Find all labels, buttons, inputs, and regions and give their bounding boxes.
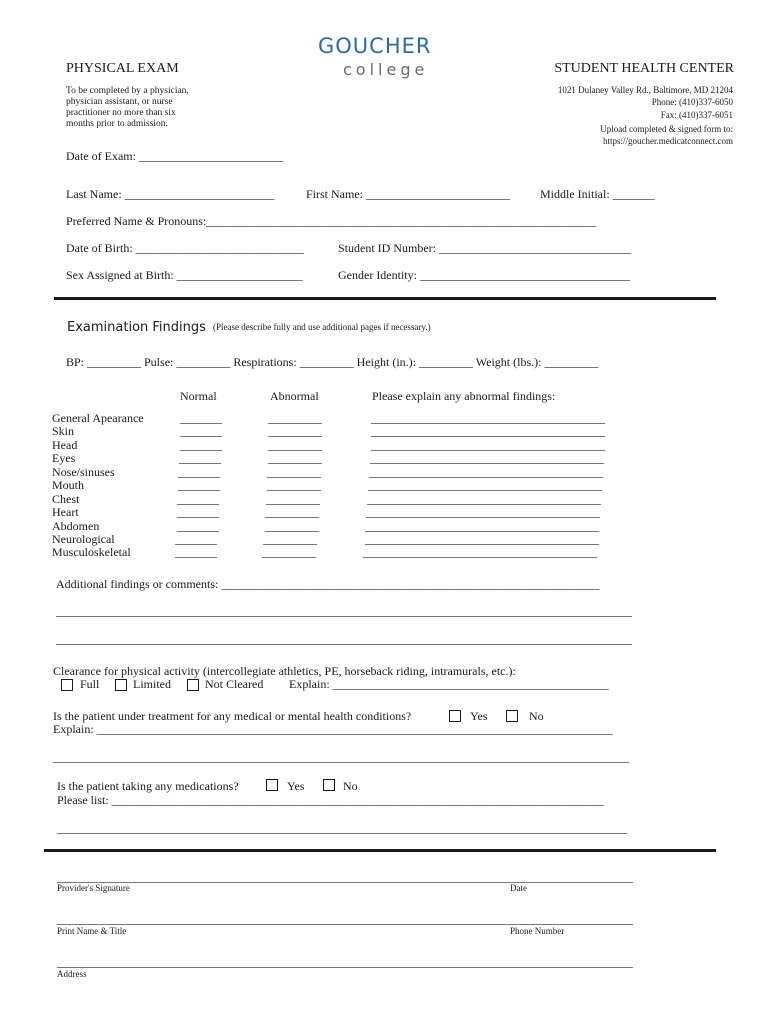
finding-explain-blank[interactable]: _______________________________________ bbox=[369, 465, 603, 479]
date-of-exam-field[interactable]: Date of Exam: ________________________ bbox=[66, 149, 283, 163]
finding-explain-blank[interactable]: _______________________________________ bbox=[363, 545, 597, 559]
clearance-limited-checkbox[interactable] bbox=[115, 679, 127, 691]
finding-normal-blank[interactable]: _______ bbox=[178, 478, 220, 492]
gender-identity-field[interactable]: Gender Identity: ___________________________________ bbox=[338, 268, 630, 282]
sex-assigned-field[interactable]: Sex Assigned at Birth: _____________________ bbox=[66, 268, 303, 282]
finding-label: Nose/sinuses bbox=[52, 465, 115, 479]
finding-normal-blank[interactable]: _______ bbox=[180, 438, 222, 452]
finding-normal-blank[interactable]: _______ bbox=[179, 451, 221, 465]
medications-list-field[interactable]: Please list: __________________________________________________________________________________ bbox=[57, 793, 604, 807]
finding-label: Heart bbox=[52, 505, 79, 519]
finding-abnormal-blank[interactable]: _________ bbox=[266, 492, 320, 506]
finding-explain-blank[interactable]: _______________________________________ bbox=[368, 478, 602, 492]
print-name-label: Print Name & Title bbox=[57, 926, 127, 936]
phone-number-label: Phone Number bbox=[510, 926, 565, 936]
finding-explain-blank[interactable]: _______________________________________ bbox=[371, 424, 605, 438]
finding-label: Head bbox=[52, 438, 78, 452]
finding-normal-blank[interactable]: _______ bbox=[177, 519, 219, 533]
upload-instruction: Upload completed & signed form to: bbox=[600, 124, 733, 134]
upload-url[interactable]: https://goucher.medicatconnect.com bbox=[603, 136, 733, 146]
finding-normal-blank[interactable]: _______ bbox=[175, 532, 217, 546]
exam-note: (Please describe fully and use additional pages if necessary.) bbox=[213, 322, 431, 332]
address-line-blank[interactable]: ________________________________________________________________________________________________ bbox=[57, 955, 633, 969]
section-divider bbox=[54, 297, 716, 300]
col-explain-header: Please explain any abnormal findings: bbox=[372, 389, 556, 403]
additional-findings-line[interactable]: ________________________________________________________________________________________________ bbox=[56, 604, 632, 618]
additional-findings-line[interactable]: ________________________________________________________________________________________________ bbox=[56, 632, 632, 646]
finding-label: Mouth bbox=[52, 478, 85, 492]
col-abnormal-header: Abnormal bbox=[270, 389, 319, 403]
medications-no-label: No bbox=[343, 779, 358, 793]
date-of-birth-field[interactable]: Date of Birth: ____________________________ bbox=[66, 241, 304, 255]
finding-abnormal-blank[interactable]: _________ bbox=[268, 451, 322, 465]
date-label: Date bbox=[510, 883, 527, 893]
clearance-not-cleared-label: Not Cleared bbox=[205, 677, 264, 691]
fax-line: Fax: (410)337-6051 bbox=[660, 110, 733, 120]
finding-normal-blank[interactable]: _______ bbox=[175, 545, 217, 559]
medications-yes-label: Yes bbox=[287, 779, 305, 793]
vitals-fields[interactable]: BP: _________ Pulse: _________ Respirations: _________ Height (in.): _________ Weight (lbs.): _________ bbox=[66, 355, 599, 369]
print-name-line[interactable]: ________________________________________________________________________________________________ bbox=[57, 912, 633, 926]
finding-normal-blank[interactable]: _______ bbox=[180, 424, 222, 438]
clearance-full-label: Full bbox=[80, 677, 100, 691]
provider-signature-label: Provider's Signature bbox=[57, 883, 130, 893]
last-name-field[interactable]: Last Name: _________________________ bbox=[66, 187, 275, 201]
finding-label: Abdomen bbox=[52, 519, 100, 533]
instruction-line: physician assistant, or nurse bbox=[66, 97, 173, 107]
treatment-question: Is the patient under treatment for any medical or mental health conditions? bbox=[53, 709, 412, 723]
finding-normal-blank[interactable]: _______ bbox=[177, 505, 219, 519]
finding-label: Neurological bbox=[52, 532, 115, 546]
student-id-field[interactable]: Student ID Number: ________________________________ bbox=[338, 241, 631, 255]
treatment-explain-line[interactable]: ________________________________________________________________________________________________ bbox=[53, 750, 629, 764]
address-line: 1021 Dulaney Valley Rd., Baltimore, MD 21204 bbox=[557, 85, 733, 95]
finding-explain-blank[interactable]: _______________________________________ bbox=[366, 505, 600, 519]
finding-abnormal-blank[interactable]: _________ bbox=[268, 424, 322, 438]
finding-normal-blank[interactable]: _______ bbox=[177, 492, 219, 506]
finding-normal-blank[interactable]: _______ bbox=[180, 411, 222, 425]
finding-abnormal-blank[interactable]: _________ bbox=[268, 438, 322, 452]
finding-abnormal-blank[interactable]: _________ bbox=[263, 532, 317, 546]
clearance-not-cleared-checkbox[interactable] bbox=[187, 679, 199, 691]
clearance-full-checkbox[interactable] bbox=[61, 679, 73, 691]
finding-label: Musculoskeletal bbox=[52, 545, 131, 559]
treatment-no-label: No bbox=[529, 709, 544, 723]
finding-label: Chest bbox=[52, 492, 80, 506]
medications-question: Is the patient taking any medications? bbox=[57, 779, 239, 793]
treatment-yes-checkbox[interactable] bbox=[449, 710, 461, 722]
treatment-no-checkbox[interactable] bbox=[506, 710, 518, 722]
finding-abnormal-blank[interactable]: _________ bbox=[267, 478, 321, 492]
finding-abnormal-blank[interactable]: _________ bbox=[265, 505, 319, 519]
finding-abnormal-blank[interactable]: _________ bbox=[268, 411, 322, 425]
finding-explain-blank[interactable]: _______________________________________ bbox=[365, 532, 599, 546]
treatment-explain-field[interactable]: Explain: ______________________________________________________________________________________ bbox=[53, 722, 613, 736]
clearance-limited-label: Limited bbox=[133, 677, 171, 691]
finding-label: General Apearance bbox=[52, 411, 144, 425]
additional-findings-field[interactable]: Additional findings or comments: _______________________________________________________________ bbox=[56, 577, 600, 591]
finding-label: Eyes bbox=[52, 451, 76, 465]
medications-no-checkbox[interactable] bbox=[323, 779, 335, 791]
signature-line[interactable]: ________________________________________________________________________________________________ bbox=[57, 870, 633, 884]
instruction-line: practitioner no more than six bbox=[66, 108, 176, 118]
finding-explain-blank[interactable]: _______________________________________ bbox=[371, 438, 605, 452]
medications-list-line[interactable]: _______________________________________________________________________________________________ bbox=[57, 821, 627, 835]
finding-explain-blank[interactable]: _______________________________________ bbox=[371, 411, 605, 425]
first-name-field[interactable]: First Name: ________________________ bbox=[306, 187, 510, 201]
clearance-question: Clearance for physical activity (intercollegiate athletics, PE, horseback riding, intramurals, etc.): bbox=[53, 664, 516, 678]
exam-heading: Examination Findings bbox=[67, 320, 206, 335]
treatment-yes-label: Yes bbox=[470, 709, 488, 723]
phone-line: Phone: (410)337-6050 bbox=[651, 97, 733, 107]
finding-explain-blank[interactable]: _______________________________________ bbox=[367, 492, 601, 506]
finding-label: Skin bbox=[52, 424, 75, 438]
finding-explain-blank[interactable]: _______________________________________ bbox=[370, 451, 604, 465]
col-normal-header: Normal bbox=[180, 389, 217, 403]
form-title: PHYSICAL EXAM bbox=[66, 61, 179, 76]
instruction-line: months prior to admission. bbox=[66, 119, 168, 129]
clearance-explain-field[interactable]: Explain: ______________________________________________ bbox=[289, 677, 609, 691]
finding-abnormal-blank[interactable]: _________ bbox=[267, 465, 321, 479]
finding-abnormal-blank[interactable]: _________ bbox=[262, 545, 316, 559]
preferred-name-field[interactable]: Preferred Name & Pronouns:_________________________________________________________________ bbox=[66, 214, 597, 228]
medications-yes-checkbox[interactable] bbox=[266, 779, 278, 791]
logo-subtitle: college bbox=[343, 60, 429, 79]
finding-explain-blank[interactable]: _______________________________________ bbox=[365, 519, 599, 533]
finding-abnormal-blank[interactable]: _________ bbox=[265, 519, 319, 533]
instruction-line: To be completed by a physician, bbox=[66, 86, 189, 96]
section-divider bbox=[44, 849, 716, 852]
health-center-title: STUDENT HEALTH CENTER bbox=[554, 61, 734, 76]
finding-normal-blank[interactable]: _______ bbox=[178, 465, 220, 479]
logo-wordmark: GOUCHER bbox=[318, 34, 432, 58]
address-label: Address bbox=[57, 969, 87, 979]
middle-initial-field[interactable]: Middle Initial: _______ bbox=[540, 187, 655, 201]
